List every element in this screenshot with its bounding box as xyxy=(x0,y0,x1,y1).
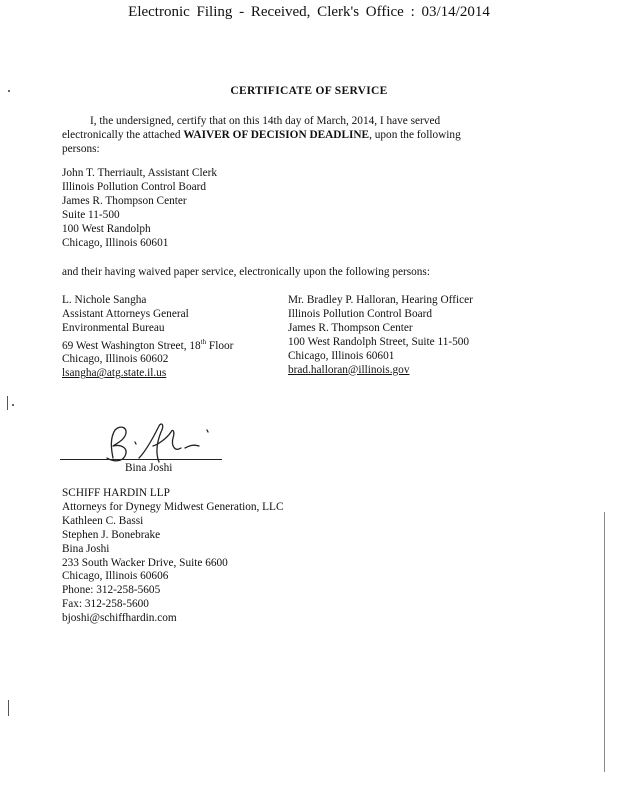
firm-email: bjoshi@schiffhardin.com xyxy=(62,612,177,625)
left-recipient-email-link[interactable]: lsangha@atg.state.il.us xyxy=(62,367,167,380)
left-recipient-org: Environmental Bureau xyxy=(62,321,165,334)
firm-line: 233 South Wacker Drive, Suite 6600 xyxy=(62,556,228,569)
left-recipient-title: Assistant Attorneys General xyxy=(62,307,189,320)
scan-artifact xyxy=(12,404,14,406)
signer-name: Bina Joshi xyxy=(125,462,173,474)
waived-service-text: and their having waived paper service, electronically upon the following persons: xyxy=(62,266,430,278)
served-document-name: WAIVER OF DECISION DEADLINE xyxy=(183,129,370,141)
right-recipient-org: Illinois Pollution Control Board xyxy=(288,307,433,320)
left-recipient-street xyxy=(62,336,233,354)
document-title: CERTIFICATE OF SERVICE xyxy=(230,85,388,97)
left-recipient-street-pre: 69 West Washington Street, 18 xyxy=(62,339,201,352)
firm-line: Phone: 312-258-5605 xyxy=(62,584,161,597)
right-recipient-block xyxy=(288,294,473,377)
primary-recipient-line: Illinois Pollution Control Board xyxy=(62,180,207,193)
filing-stamp-header: Electronic Filing - Received, Clerk's Office : 03/14/2014 xyxy=(128,4,490,20)
right-recipient-building: James R. Thompson Center xyxy=(288,321,413,334)
left-recipient-name: L. Nichole Sangha xyxy=(62,294,147,306)
firm-signature-block xyxy=(62,487,284,626)
primary-recipient-block xyxy=(62,167,217,250)
right-recipient-city: Chicago, Illinois 60601 xyxy=(288,349,395,362)
scan-artifact xyxy=(7,396,8,410)
primary-recipient-line: Suite 11-500 xyxy=(62,208,120,221)
intro-line-2 xyxy=(62,128,461,142)
right-recipient-street: 100 West Randolph Street, Suite 11-500 xyxy=(288,335,470,348)
firm-line: Attorneys for Dynegy Midwest Generation, LLC xyxy=(62,500,284,513)
primary-recipient-line: Chicago, Illinois 60601 xyxy=(62,236,169,249)
intro-line-1: I, the undersigned, certify that on this 14th day of March, 2014, I have served xyxy=(90,115,441,127)
intro-line-3: persons: xyxy=(62,143,100,155)
scan-artifact xyxy=(8,90,10,92)
firm-line: Chicago, Illinois 60606 xyxy=(62,570,169,583)
intro-line-2-post: , upon the following xyxy=(369,129,461,141)
firm-line: Fax: 312-258-5600 xyxy=(62,598,149,611)
scan-artifact-right-edge xyxy=(604,512,605,772)
primary-recipient-line: 100 West Randolph xyxy=(62,222,151,235)
right-recipient-name: Mr. Bradley P. Halloran, Hearing Officer xyxy=(288,294,473,306)
right-recipient-email-link[interactable]: brad.halloran@illinois.gov xyxy=(288,363,410,376)
left-recipient-street-sup: th xyxy=(200,337,207,346)
primary-recipient-line: James R. Thompson Center xyxy=(62,194,187,207)
primary-recipient-line: John T. Therriault, Assistant Clerk xyxy=(62,167,218,179)
left-recipient-city: Chicago, Illinois 60602 xyxy=(62,353,169,366)
intro-paragraph xyxy=(62,114,461,156)
firm-line: Bina Joshi xyxy=(62,542,110,555)
signature-line xyxy=(60,459,222,460)
firm-line: SCHIFF HARDIN LLP xyxy=(62,487,170,499)
firm-line: Stephen J. Bonebrake xyxy=(62,528,161,541)
left-recipient-block xyxy=(62,294,233,381)
firm-line: Kathleen C. Bassi xyxy=(62,514,144,527)
left-recipient-street-post: Floor xyxy=(206,339,234,352)
scan-artifact xyxy=(8,700,9,716)
intro-line-2-pre: electronically the attached xyxy=(62,129,181,141)
